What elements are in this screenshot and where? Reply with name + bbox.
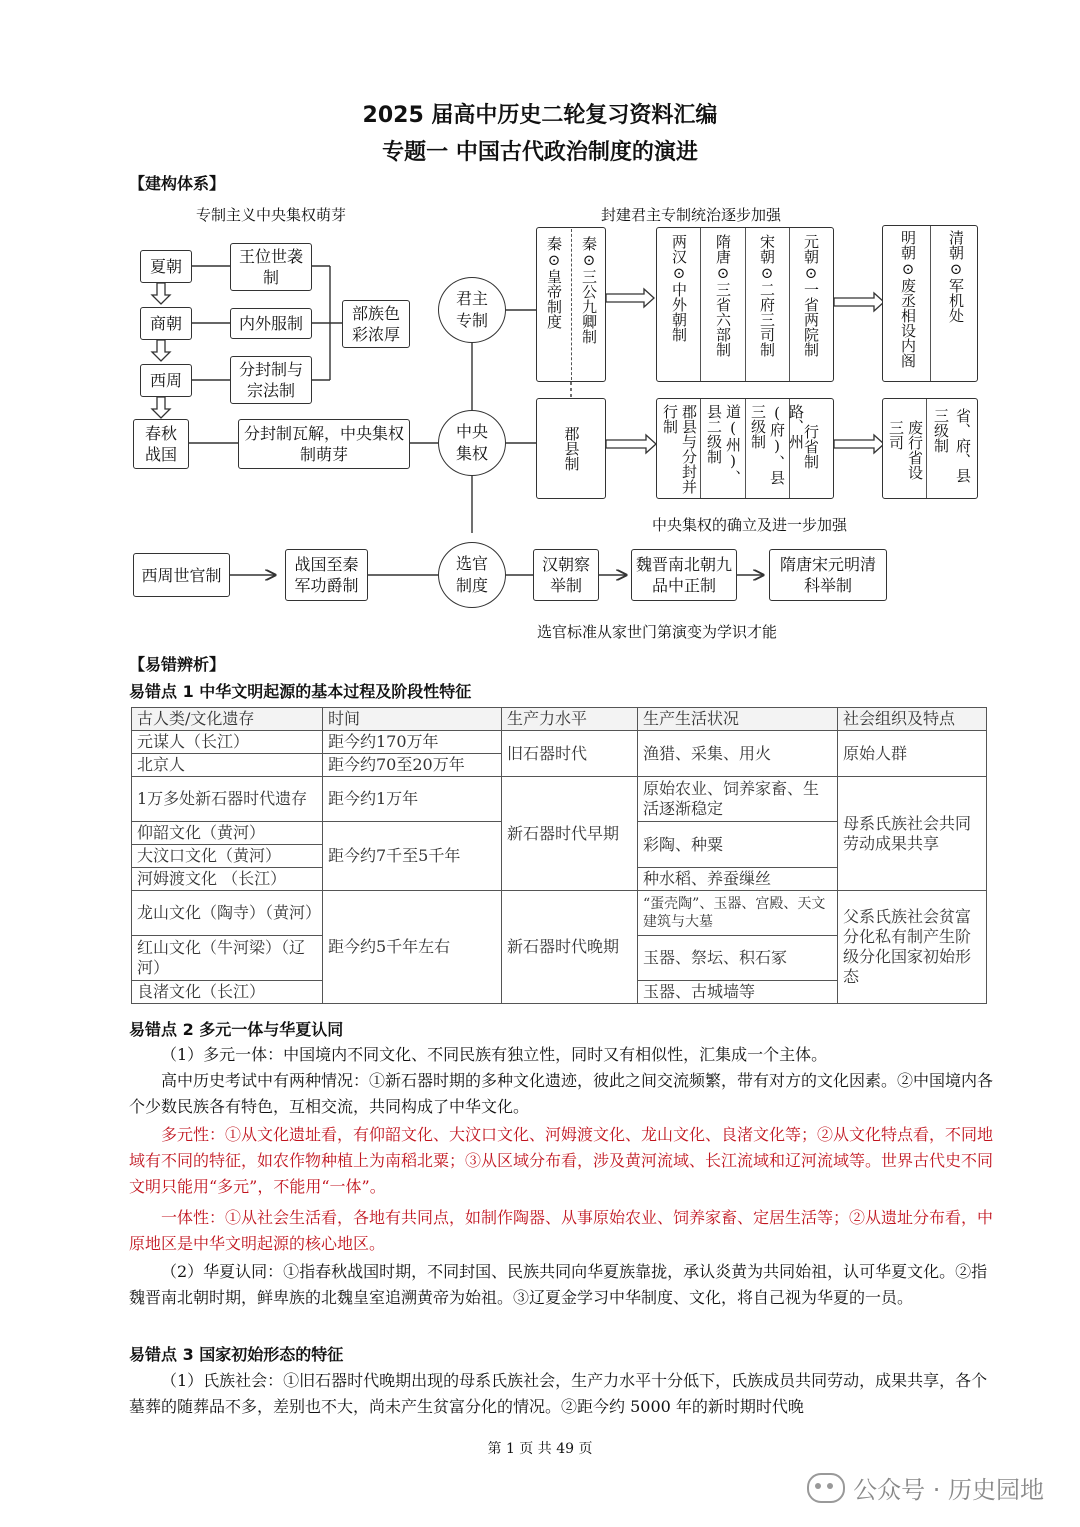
divider-5 (745, 399, 746, 498)
circle-autocracy: 君主专制 (438, 277, 506, 343)
vt-loc-ming: 废行省设三司 (887, 420, 924, 480)
box-junggongjue: 战国至秦军功爵制 (285, 549, 368, 601)
point3-title: 易错点 3 国家初始形态的特征 (129, 1345, 344, 1364)
cell: 原始农业、饲养家畜、生活逐渐稳定 (638, 777, 838, 822)
box-xizhou: 西周 (140, 364, 192, 397)
cell: 距今约70至20万年 (323, 754, 502, 777)
cell: 距今约170万年 (323, 731, 502, 754)
cell: 新石器时代早期 (502, 777, 638, 891)
cell: 旧石器时代 (502, 731, 638, 777)
vt-loc-han: 郡县与分封并行制 (661, 404, 698, 494)
divider-qin (571, 229, 572, 380)
document-subtitle: 专题一 中国古代政治制度的演进 (382, 140, 698, 165)
box-xia: 夏朝 (140, 250, 192, 283)
p2-multi-unity: （1）多元一体：中国境内不同文化、不同民族有独立性，同时又有相似性，汇集成一个主体。 (161, 1045, 828, 1064)
table-row (132, 777, 987, 822)
cell: 距今约1万年 (323, 777, 502, 822)
box-keju: 隋唐宋元明清科举制 (769, 549, 887, 601)
document-title: 2025 届高中历史二轮复习资料汇编 (362, 103, 718, 128)
cell: 原始人群 (838, 731, 987, 777)
cell: 距今约5千年左右 (323, 891, 502, 1004)
vt-suitang: 隋唐⊙三省六部制 (714, 234, 732, 357)
point1-title: 易错点 1 中华文明起源的基本过程及阶段性特征 (129, 682, 472, 701)
vt-yuan: 元朝⊙一省两院制 (802, 234, 820, 357)
vt-song: 宋朝⊙二府三司制 (758, 234, 776, 357)
cell: 距今约7千至5千年 (323, 822, 502, 891)
box-chajuzhi: 汉朝察举制 (533, 549, 599, 601)
vt-qing: 清朝⊙军机处 (947, 230, 965, 323)
cell: 彩陶、种粟 (638, 822, 838, 868)
header-cell: 古人类/文化遗存 (132, 708, 323, 731)
caption-centralization-sprouting: 专制主义中央集权萌芽 (196, 206, 347, 224)
cell: 大汶口文化（黄河） (132, 845, 323, 868)
divider-7 (926, 399, 927, 498)
cell: 1万多处新石器时代遗存 (132, 777, 323, 822)
cell: 河姆渡文化 （长江） (132, 868, 323, 891)
cell: 红山文化（牛河梁）（辽河） (132, 936, 323, 981)
vt-loc-yuan: 行省制 (802, 424, 820, 469)
cell: 玉器、古城墙等 (638, 981, 838, 1004)
table-row (132, 891, 987, 936)
caption-selection-standard: 选官标准从家世门第演变为学识才能 (537, 623, 778, 641)
caption-centralization-established: 中央集权的确立及进一步加强 (652, 516, 848, 534)
watermark-text: 公众号 · 历史园地 (853, 1476, 1044, 1504)
box-hereditary-throne: 王位世袭制 (230, 243, 312, 291)
header-cell: 时间 (323, 708, 502, 731)
vt-loc-song: 路、州(府)、县三级制 (749, 404, 805, 485)
cell: 父系氏族社会贫富分化私有制产生阶级分化国家初始形态 (838, 891, 987, 1004)
box-xizhou-shiguan: 西周世官制 (133, 553, 230, 597)
vt-junxian: 郡县制 (562, 426, 581, 471)
box-shang: 商朝 (140, 307, 192, 340)
header-cell: 社会组织及特点 (838, 708, 987, 731)
cell: 仰韶文化（黄河） (132, 822, 323, 845)
divider-mingqing (930, 226, 931, 381)
section-heading-errors: 【易错辨析】 (129, 655, 226, 674)
vt-ming: 明朝⊙废丞相设内阁 (899, 230, 917, 368)
cell: 元谋人（长江） (132, 731, 323, 754)
p2-huaxia-identity: （2）华夏认同：①指春秋战国时期，不同封国、民族共同向华夏族靠拢，承认炎黄为共同始祖，认可华夏文化。②指魏晋南北朝时期，鲜卑族的北魏皇室追溯黄帝为始祖。③辽夏金学习中华制度、文化，将自己视为华夏的一员。 (129, 1262, 988, 1307)
point2-title: 易错点 2 多元一体与华夏认同 (129, 1020, 344, 1039)
watermark (807, 1470, 1044, 1505)
box-neiwaifu: 内外服制 (230, 308, 312, 339)
circle-official-selection: 选官制度 (438, 542, 506, 608)
header-cell: 生产力水平 (502, 708, 638, 731)
vt-loc-qing: 省、府、县三级制 (932, 408, 972, 483)
box-fenfeng-collapse: 分封制瓦解，中央集权制萌芽 (238, 419, 410, 469)
box-tribal: 部族色彩浓厚 (342, 300, 410, 348)
box-jiupin: 魏晋南北朝九品中正制 (631, 549, 737, 601)
divider-2 (745, 228, 746, 381)
page-footer: 第 1 页 共 49 页 (487, 1441, 593, 1457)
box-fenfeng: 分封制与宗法制 (230, 356, 312, 404)
cell: “蛋壳陶”、玉器、宫殿、天文建筑与大墓 (638, 891, 838, 936)
civilization-table (131, 707, 987, 1004)
cell: 种水稻、养蚕缫丝 (638, 868, 838, 891)
cell: 良渚文化（长江） (132, 981, 323, 1004)
vt-han: 两汉⊙中外朝制 (670, 234, 688, 342)
cell: 新石器时代晚期 (502, 891, 638, 1004)
caption-autocracy-strengthening: 封建君主专制统治逐步加强 (601, 206, 782, 224)
divider-1 (700, 228, 701, 381)
cell: 龙山文化（陶寺）（黄河） (132, 891, 323, 936)
cell: 玉器、祭坛、积石冢 (638, 936, 838, 981)
framework-diagram (0, 0, 1080, 660)
vt-qin-sangong: 秦⊙三公九卿制 (580, 236, 598, 344)
header-cell: 生产生活状况 (638, 708, 838, 731)
vt-qin-emperor: 秦⊙皇帝制度 (545, 236, 563, 329)
p2-unity-note: 一体性：①从社会生活看，各地有共同点，如制作陶器、从事原始农业、饲养家畜、定居生活等；②从遗址分布看，中原地区是中华文明起源的核心地区。 (129, 1208, 994, 1253)
divider-4 (700, 399, 701, 498)
table-header-row (132, 708, 987, 731)
box-junxian (536, 398, 606, 499)
p2-diversity-note: 多元性：①从文化遗址看，有仰韶文化、大汶口文化、河姆渡文化、龙山文化、良渚文化等；②从文化特点看，不同地域有不同的特征，如农作物种植上为南稻北粟；③从区域分布看，涉及黄河流域、长江流域和辽河流域等。世界古代史不同文明只能用“多元”，不能用“一体”。 (129, 1125, 994, 1196)
cell: 北京人 (132, 754, 323, 777)
p3-clan-society: （1）氏族社会：①旧石器时代晚期出现的母系氏族社会，生产力水平十分低下，氏族成员共同劳动，成果共享，各个墓葬的随葬品不多，差别也不大，尚未产生贫富分化的情况。②距今约 5000 年的新时期时代晚 (129, 1371, 988, 1416)
cell: 渔猎、采集、用火 (638, 731, 838, 777)
divider-3 (789, 228, 790, 381)
cell: 母系氏族社会共同劳动成果共享 (838, 777, 987, 891)
wechat-icon (807, 1473, 845, 1503)
vt-loc-tang: 道(州)、县二级制 (705, 404, 742, 485)
table-row (132, 731, 987, 754)
p2-exam-cases: 高中历史考试中有两种情况：①新石器时期的多种文化遗迹，彼此之间交流频繁，带有对方的文化因素。②中国境内各个少数民族各有特色，互相交流，共同构成了中华文化。 (129, 1071, 994, 1116)
section-heading-framework: 【建构体系】 (129, 174, 226, 193)
box-chunqiu: 春秋战国 (133, 419, 189, 469)
circle-centralization: 中央集权 (438, 410, 506, 476)
